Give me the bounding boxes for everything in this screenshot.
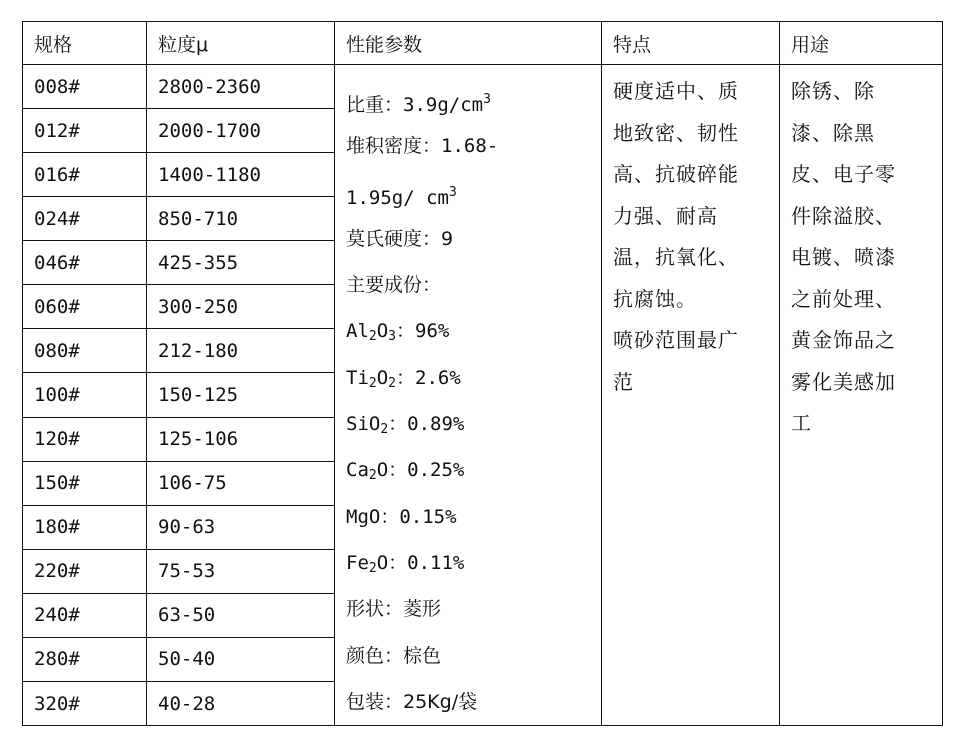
size-cell: 850-710: [147, 197, 335, 241]
size-cell: 50-40: [147, 637, 335, 681]
spec-cell: 008#: [23, 65, 147, 109]
use-line: 之前处理、: [791, 286, 896, 311]
size-cell: 300-250: [147, 285, 335, 329]
prop-mgo: MgO：0.15%: [346, 505, 457, 528]
header-uses: 用途: [780, 22, 943, 65]
use-line: 电镀、喷漆: [791, 245, 896, 269]
size-cell: 2000-1700: [147, 109, 335, 153]
prop-shape: 形状：菱形: [346, 598, 442, 621]
size-cell: 90-63: [147, 505, 335, 549]
use-line: 工: [791, 411, 812, 435]
feature-line: 抗腐蚀。: [613, 286, 697, 311]
prop-sio2: SiO$_2$：0.89%: [346, 413, 465, 438]
spec-cell: 320#: [23, 681, 147, 725]
header-row: [23, 22, 943, 65]
header-size: 粒度μ: [147, 22, 335, 65]
prop-packing: 包装：25Kg/袋: [346, 690, 478, 713]
prop-fe2o: $Fe_2O$：0.11%: [346, 551, 465, 576]
feature-line: 地致密、韧性: [613, 120, 739, 145]
prop-ti2o2: $Ti_2O_2$：2.6%: [346, 366, 461, 391]
size-cell: 425-355: [147, 241, 335, 285]
spec-cell: 280#: [23, 637, 147, 681]
size-cell: 63-50: [147, 593, 335, 637]
use-line: 漆、除黑: [791, 120, 875, 145]
spec-cell: 080#: [23, 329, 147, 373]
spec-cell: 240#: [23, 593, 147, 637]
prop-ca2o: $Ca_2O$：0.25%: [346, 459, 465, 484]
feature-line: 温，抗氧化、: [613, 245, 739, 269]
size-cell: 1400-1180: [147, 153, 335, 197]
prop-specific-gravity: 比重：$3.9g/cm^3$: [346, 92, 491, 116]
properties-cell: [335, 65, 602, 726]
spec-cell: 046#: [23, 241, 147, 285]
spec-cell: 180#: [23, 505, 147, 549]
feature-line: 范: [613, 369, 634, 394]
prop-al2o3: $Al_2O_3$：96%: [346, 320, 450, 345]
prop-mohs: 莫氏硬度：9: [346, 227, 454, 250]
spec-cell: 100#: [23, 373, 147, 417]
size-cell: 125-106: [147, 417, 335, 461]
size-cell: 75-53: [147, 549, 335, 593]
size-cell: 150-125: [147, 373, 335, 417]
spec-cell: 016#: [23, 153, 147, 197]
size-cell: 40-28: [147, 681, 335, 725]
uses-cell: [780, 65, 943, 726]
header-spec: 规格: [23, 22, 147, 65]
spec-cell: 150#: [23, 461, 147, 505]
feature-line: 硬度适中、质: [613, 79, 739, 103]
use-line: 黄金饰品之: [791, 328, 896, 352]
prop-color: 颜色：棕色: [346, 644, 442, 667]
spec-cell: 220#: [23, 549, 147, 593]
spec-cell: 060#: [23, 285, 147, 329]
size-cell: 2800-2360: [147, 65, 335, 109]
prop-bulk-density-cont: 1.95g/ $cm^3$: [346, 184, 457, 209]
spec-cell: 120#: [23, 417, 147, 461]
use-line: 件除溢胶、: [791, 203, 896, 228]
feature-line: 喷砂范围最广: [613, 328, 739, 352]
table-row: [23, 65, 943, 109]
size-cell: 106-75: [147, 461, 335, 505]
header-features: 特点: [602, 22, 780, 65]
use-line: 皮、电子零: [791, 162, 896, 186]
use-line: 雾化美感加: [791, 369, 896, 394]
size-cell: 212-180: [147, 329, 335, 373]
use-line: 除锈、除: [791, 79, 875, 103]
prop-composition-label: 主要成份：: [346, 274, 442, 297]
spec-cell: 024#: [23, 197, 147, 241]
feature-line: 力强、耐高: [613, 203, 718, 228]
prop-bulk-density: 堆积密度：1.68-: [346, 135, 499, 158]
spec-cell: 012#: [23, 109, 147, 153]
features-cell: [602, 65, 780, 726]
spec-table: [22, 21, 943, 726]
header-properties: 性能参数: [335, 22, 602, 65]
feature-line: 高、抗破碎能: [613, 162, 739, 186]
